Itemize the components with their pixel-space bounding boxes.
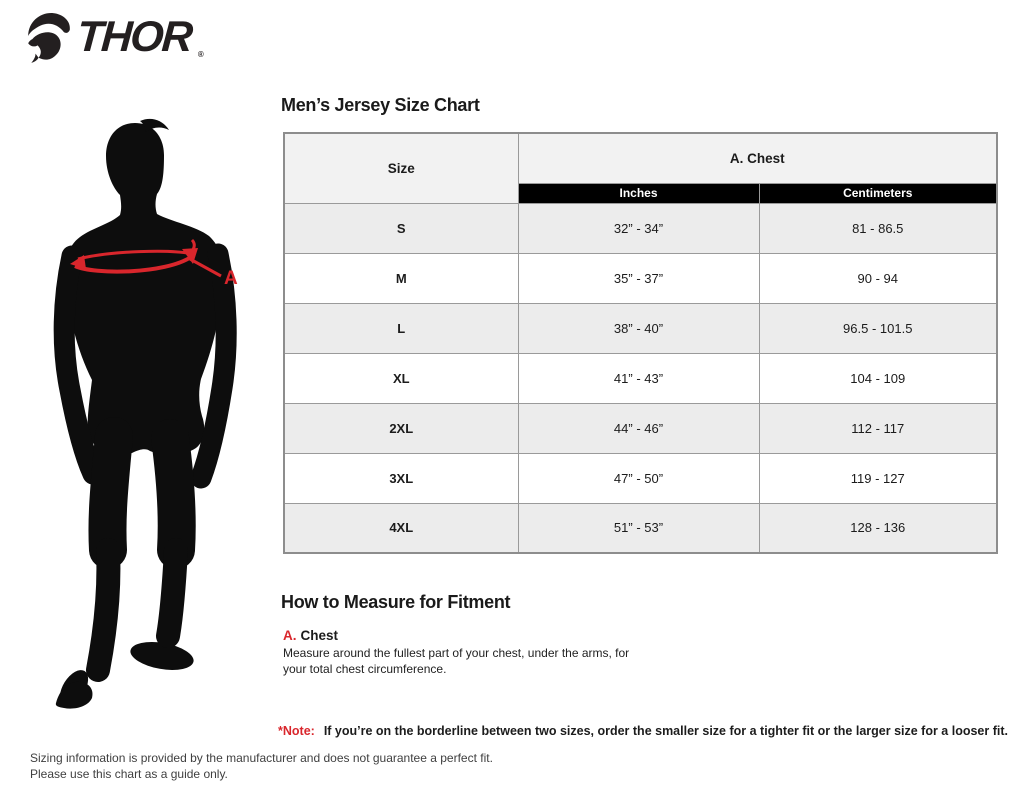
chest-group-header: A. Chest (518, 133, 997, 183)
size-cell: M (284, 253, 518, 303)
footer-line-2: Please use this chart as a guide only. (30, 767, 228, 781)
how-to-measure-title: How to Measure for Fitment (281, 592, 511, 612)
table-row-m (284, 253, 997, 303)
centimeters-cell: 81 - 86.5 (759, 203, 997, 253)
centimeters-cell: 90 - 94 (759, 253, 997, 303)
trademark-symbol: ® (197, 50, 204, 59)
male-silhouette-figure (50, 118, 250, 718)
table-row-3xl (284, 453, 997, 503)
inches-cell: 32” - 34” (518, 203, 759, 253)
inches-cell: 47” - 50” (518, 453, 759, 503)
centimeters-cell: 119 - 127 (759, 453, 997, 503)
size-cell: 4XL (284, 503, 518, 553)
size-cell: 3XL (284, 453, 518, 503)
table-row-2xl (284, 403, 997, 453)
centimeters-cell: 104 - 109 (759, 353, 997, 403)
centimeters-header: Centimeters (759, 183, 997, 203)
inches-header: Inches (518, 183, 759, 203)
inches-cell: 41” - 43” (518, 353, 759, 403)
footer-disclaimer (30, 750, 493, 782)
size-chart-title: Men’s Jersey Size Chart (281, 95, 480, 115)
measure-item-chest (283, 628, 338, 643)
inches-cell: 44” - 46” (518, 403, 759, 453)
size-cell: S (284, 203, 518, 253)
note-label: *Note: (278, 724, 315, 738)
footer-line-1: Sizing information is provided by the manufacturer and does not guarantee a perfect fit. (30, 751, 493, 765)
sizing-note (278, 724, 1008, 738)
table-row-xl (284, 353, 997, 403)
fitment-figure (50, 118, 250, 723)
centimeters-cell: 112 - 117 (759, 403, 997, 453)
centimeters-cell: 128 - 136 (759, 503, 997, 553)
size-chart-table (283, 132, 998, 554)
table-row-4xl (284, 503, 997, 553)
size-cell: 2XL (284, 403, 518, 453)
thor-logo (26, 8, 204, 66)
inches-cell: 51” - 53” (518, 503, 759, 553)
table-row-s (284, 203, 997, 253)
centimeters-cell: 96.5 - 101.5 (759, 303, 997, 353)
size-cell: XL (284, 353, 518, 403)
thor-logo-text: THOR (75, 12, 193, 61)
note-text: If you’re on the borderline between two sizes, order the smaller size for a tighter fit or the larger size for a looser fit. (323, 724, 1008, 738)
measure-item-name: Chest (300, 628, 339, 643)
inches-cell: 38” - 40” (518, 303, 759, 353)
inches-cell: 35” - 37” (518, 253, 759, 303)
measure-item-description: Measure around the fullest part of your chest, under the arms, for your total chest circumference. (283, 646, 630, 676)
table-row-l (284, 303, 997, 353)
size-cell: L (284, 303, 518, 353)
size-column-header: Size (284, 133, 518, 203)
chest-measurement-label: A (224, 268, 238, 289)
measure-item-letter: A. (283, 628, 297, 643)
thor-goat-icon (26, 11, 72, 63)
